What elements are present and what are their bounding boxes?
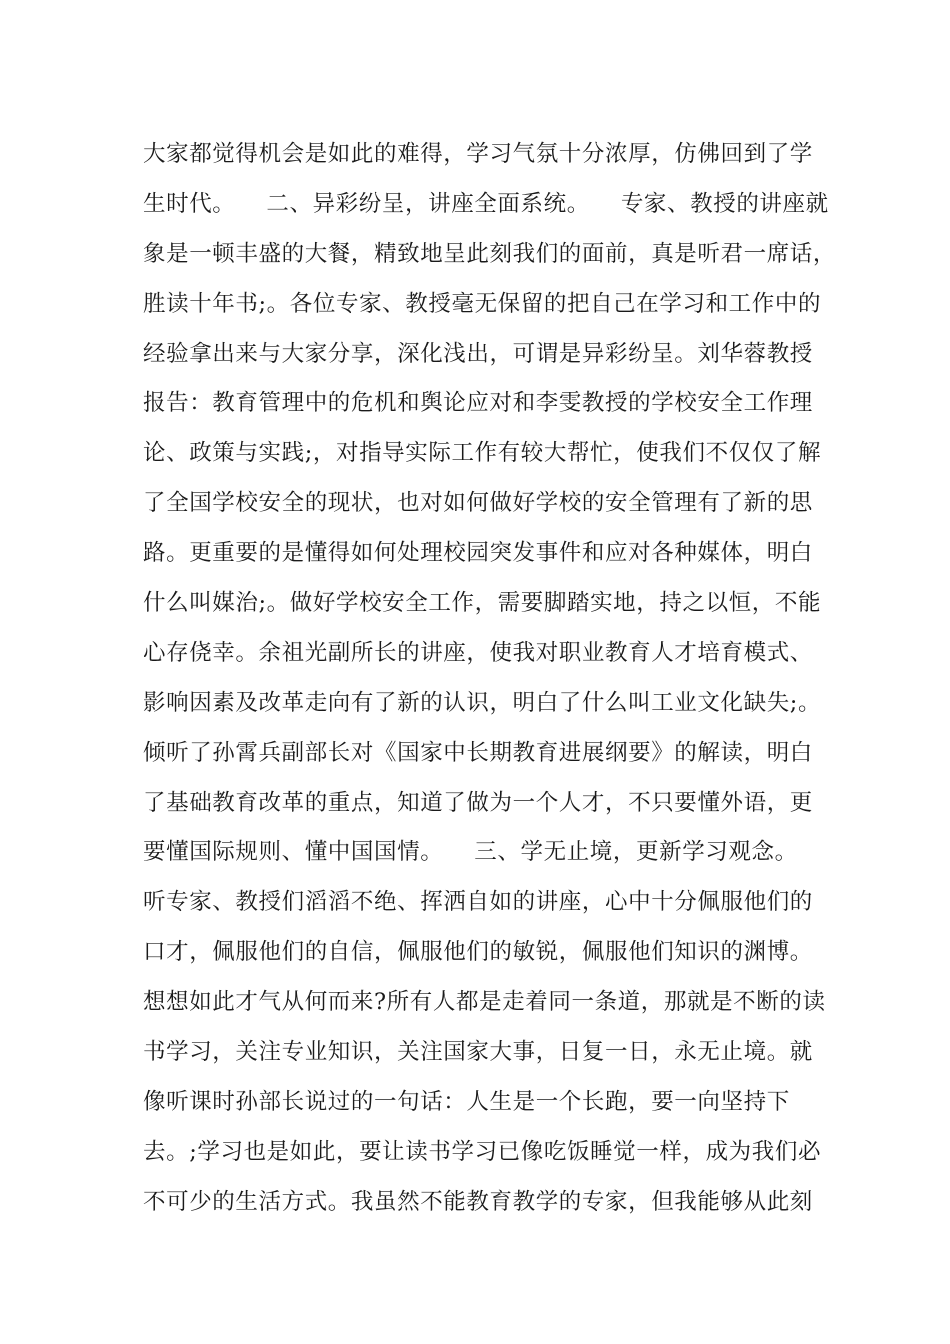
text-line-13: 倾听了孙霄兵副部长对《国家中长期教育进展纲要》的解读，明白 [143,739,813,766]
text-line-1: 大家都觉得机会是如此的难得，学习气氛十分浓厚，仿佛回到了学 [143,141,813,167]
text-line-20: 像听课时孙部长说过的一句话：人生是一个长跑，要一向坚持下 [143,1088,790,1115]
text-line-9: 路。更重要的是懂得如何处理校园突发事件和应对各种媒体，明白 [143,540,813,567]
text-line-18: 想想如此才气从何而来?所有人都是走着同一条道，那就是不断的读 [143,989,826,1016]
text-line-22: 不可少的生活方式。我虽然不能教育教学的专家，但我能够从此刻 [143,1188,813,1215]
body-text [143,130,843,1228]
text-line-16: 听专家、教授们滔滔不绝、挥洒自如的讲座，心中十分佩服他们的 [143,889,813,916]
text-line-21: 去。;学习也是如此，要让读书学习已像吃饭睡觉一样，成为我们必 [143,1138,822,1165]
text-line-14: 了基础教育改革的重点，知道了做为一个人才，不只要懂外语，更 [143,789,813,816]
text-line-12: 影响因素及改革走向有了新的认识，明白了什么叫工业文化缺失;。 [143,689,822,716]
text-line-15: 要懂国际规则、懂中国国情。 三、学无止境，更新学习观念。 [143,839,798,866]
text-line-17: 口才，佩服他们的自信，佩服他们的敏锐，佩服他们知识的渊博。 [143,939,813,966]
text-line-5: 经验拿出来与大家分享，深化浅出，可谓是异彩纷呈。刘华蓉教授 [143,340,813,367]
text-line-2: 生时代。 二、异彩纷呈，讲座全面系统。 专家、教授的讲座就 [143,190,829,217]
text-line-10: 什么叫媒治;。做好学校安全工作，需要脚踏实地，持之以恒，不能 [143,590,822,617]
text-line-19: 书学习，关注专业知识，关注国家大事，日复一日，永无止境。就 [143,1039,813,1066]
text-line-11: 心存侥幸。余祖光副所长的讲座，使我对职业教育人才培育模式、 [143,639,813,666]
text-line-7: 论、政策与实践;，对指导实际工作有较大帮忙，使我们不仅仅了解 [143,440,822,467]
text-line-8: 了全国学校安全的现状，也对如何做好学校的安全管理有了新的思 [143,490,813,517]
text-line-6: 报告：教育管理中的危机和舆论应对和李雯教授的学校安全工作理 [143,390,813,417]
text-line-3: 象是一顿丰盛的大餐，精致地呈此刻我们的面前，真是听君一席话， [143,240,837,267]
text-line-4: 胜读十年书;。各位专家、教授毫无保留的把自己在学习和工作中的 [143,290,822,317]
